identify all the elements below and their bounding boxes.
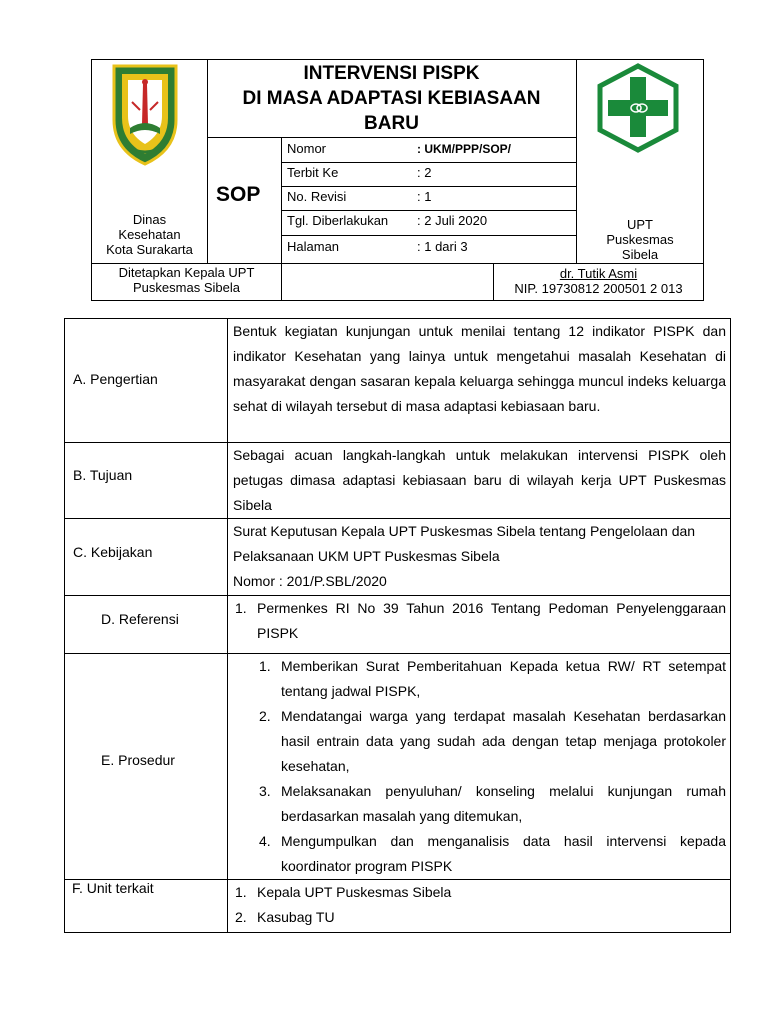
surakarta-emblem-icon [110, 62, 180, 171]
org-line: Sibela [621, 247, 659, 262]
meta-value-nomor: : UKM/PPP/SOP/ [417, 142, 512, 156]
list-text: Mendatangai warga yang terdapat masalah Kesehatan berdasarkan hasil entrain data yang sudah ada dengan tetap menjaga protokoler kesehatan, [281, 708, 726, 774]
list-text: Memberikan Surat Pemberitahuan Kepada ketua RW/ RT setempat tentang jadwal PISPK, [281, 658, 726, 699]
signer-nip: NIP. 19730812 200501 2 013 [514, 281, 683, 296]
sop-label: SOP [216, 183, 261, 206]
list-item [233, 596, 726, 646]
table-row [65, 519, 731, 596]
title-line: DI MASA ADAPTASI KEBIASAAN [242, 88, 541, 109]
section-label: B. Tujuan [73, 467, 133, 483]
referensi-list [233, 596, 726, 646]
signer-name: dr. Tutik Asmi [559, 266, 638, 281]
table-row [65, 443, 731, 519]
document-title [207, 61, 576, 136]
section-label-cell [65, 319, 228, 443]
table-row [65, 880, 731, 933]
right-org-label [577, 217, 703, 262]
table-row [65, 319, 731, 443]
section-label-cell [65, 519, 228, 596]
list-number: 2. [235, 909, 247, 925]
list-item [233, 654, 726, 704]
puskesmas-logo-icon [596, 63, 680, 158]
section-content [228, 880, 731, 933]
section-label: C. Kebijakan [73, 544, 153, 560]
meta-label-nomor: Nomor [287, 141, 327, 156]
established-by [92, 265, 281, 295]
org-line: UPT [627, 217, 653, 232]
meta-label-revisi: No. Revisi [287, 189, 347, 204]
list-item [233, 704, 726, 779]
section-label: E. Prosedur [101, 752, 175, 768]
meta-label-halaman: Halaman [287, 239, 340, 254]
meta-value-terbit: : 2 [417, 165, 432, 180]
table-row [65, 654, 731, 880]
meta-label-terbit: Terbit Ke [287, 165, 339, 180]
sop-content-table [64, 318, 731, 933]
pengertian-text: Bentuk kegiatan kunjungan untuk menilai tentang 12 indikator PISPK dan indikator Kesehatan yang lainya untuk mengetahui masalah Kesehatan di masyarakat dengan sasaran kepala keluarga sehingga muncul indeks keluarga sehat di wilayah tersebut di masa adaptasi kebiasaan baru. [233, 323, 726, 414]
list-text: Melaksanakan penyuluhan/ konseling melalui kunjungan rumah berdasarkan masalah yang ditemukan, [281, 783, 726, 824]
list-text: Permenkes RI No 39 Tahun 2016 Tentang Pedoman Penyelenggaraan PISPK [257, 600, 726, 641]
list-item [233, 905, 726, 930]
list-item [233, 880, 726, 905]
section-label: D. Referensi [101, 611, 179, 627]
section-label: F. Unit terkait [72, 880, 154, 896]
meta-value-revisi: : 1 [417, 189, 432, 204]
list-number: 3. [259, 783, 271, 799]
unit-list [233, 880, 726, 930]
prosedur-list [233, 654, 726, 879]
section-label-cell [65, 654, 228, 880]
title-line: INTERVENSI PISPK [303, 63, 480, 84]
kebijakan-line: Nomor : 201/P.SBL/2020 [233, 573, 387, 589]
meta-value-halaman: : 1 dari 3 [417, 239, 468, 254]
meta-label-tgl: Tgl. Diberlakukan [287, 213, 389, 228]
org-line: Dinas [132, 212, 167, 227]
section-content [228, 596, 731, 654]
list-item [233, 779, 726, 829]
section-content [228, 654, 731, 880]
list-number: 2. [259, 708, 271, 724]
established-line: Ditetapkan Kepala UPT [118, 265, 255, 280]
list-number: 1. [259, 658, 271, 674]
title-line: BARU [364, 113, 419, 134]
section-content [228, 319, 731, 443]
kebijakan-line: Surat Keputusan Kepala UPT Puskesmas Sibela tentang Pengelolaan dan Pelaksanaan UKM UPT Puskesmas Sibela [233, 523, 696, 564]
list-number: 4. [259, 833, 271, 849]
org-line: Puskesmas [606, 232, 674, 247]
section-content [228, 443, 731, 519]
list-text: Mengumpulkan dan menganalisis data hasil intervensi kepada koordinator program PISPK [281, 833, 726, 874]
section-label-cell [65, 443, 228, 519]
list-item [233, 829, 726, 879]
left-org-label [92, 212, 207, 257]
meta-value-tgl: : 2 Juli 2020 [417, 213, 488, 228]
signature-block [494, 266, 703, 296]
list-text: Kasubag TU [257, 909, 335, 925]
section-label: A. Pengertian [73, 371, 158, 387]
list-text: Kepala UPT Puskesmas Sibela [257, 884, 452, 900]
list-number: 1. [235, 600, 247, 616]
list-number: 1. [235, 884, 247, 900]
org-line: Kesehatan [118, 227, 181, 242]
table-row [65, 596, 731, 654]
section-label-cell [65, 880, 228, 933]
section-content [228, 519, 731, 596]
tujuan-text: Sebagai acuan langkah-langkah untuk melakukan intervensi PISPK oleh petugas dimasa adaptasi kebiasaan baru di wilayah kerja UPT Puskesmas Sibela [233, 447, 726, 513]
established-line: Puskesmas Sibela [133, 280, 240, 295]
org-line: Kota Surakarta [106, 242, 193, 257]
section-label-cell [65, 596, 228, 654]
